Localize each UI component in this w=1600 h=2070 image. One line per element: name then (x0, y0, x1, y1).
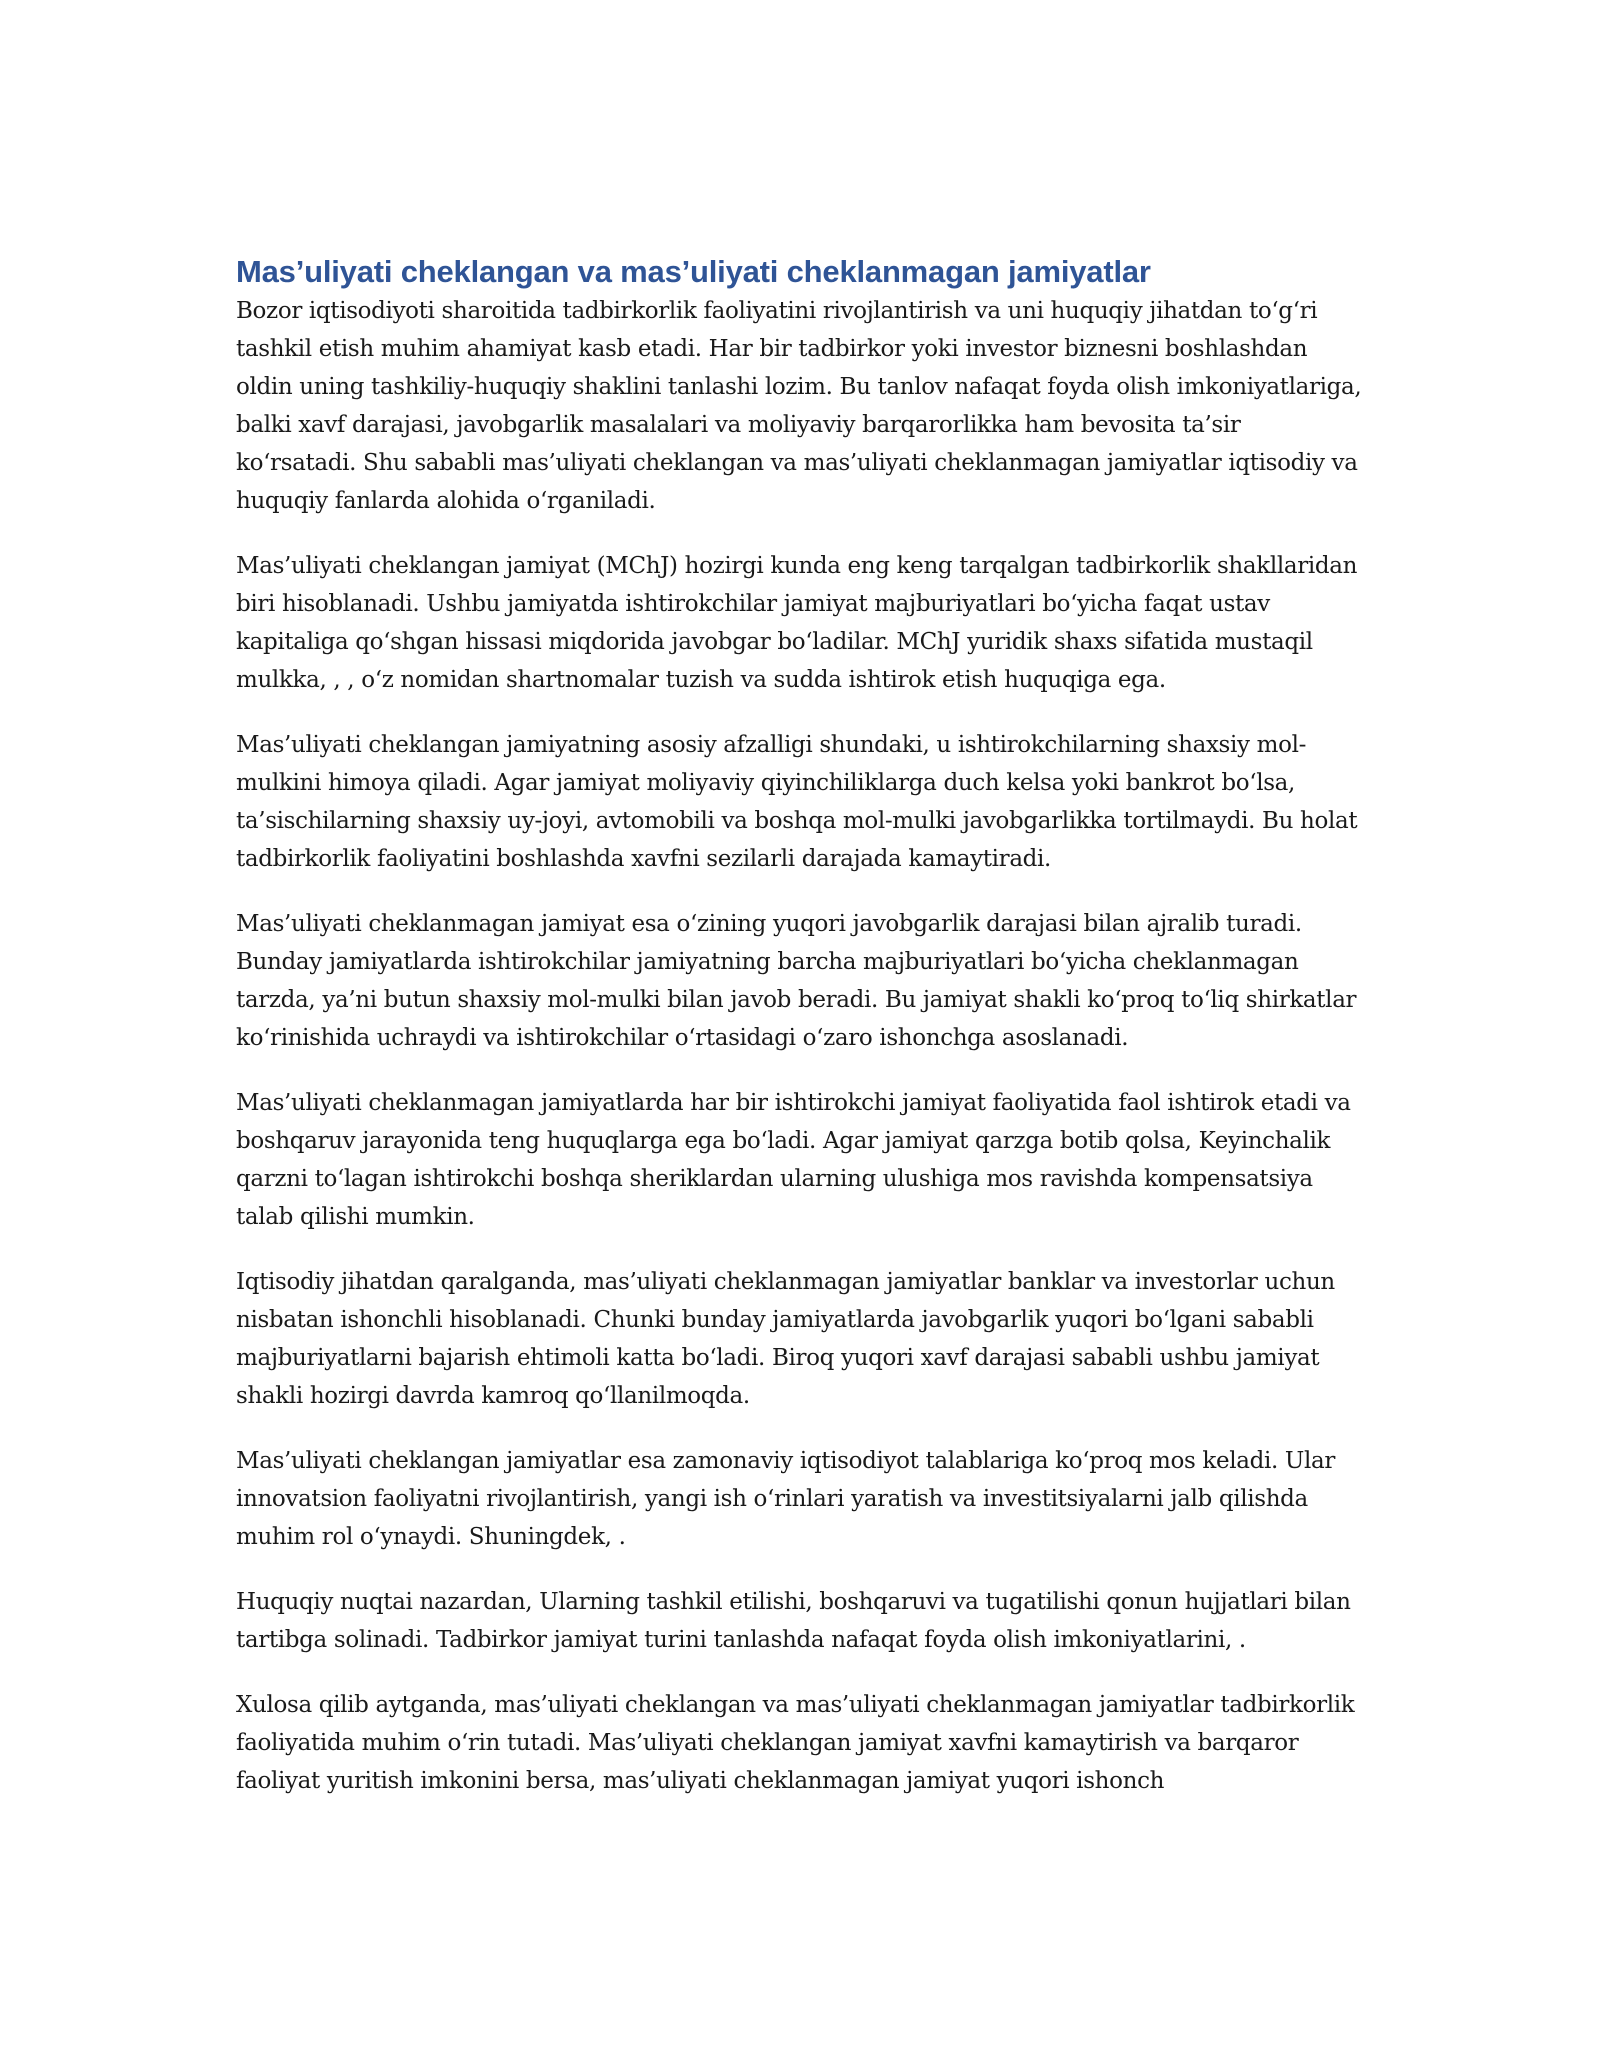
paragraph-6: Iqtisodiy jihatdan qaralganda, mas’uliyati cheklanmagan jamiyatlar banklar va investorlar uchun nisbatan ishonchli hisoblanadi. Chunki bunday jamiyatlarda javobgarlik yuqori bo‘lgani sababli majburiyatlarni bajarish ehtimoli katta bo‘ladi. Biroq yuqori xavf darajasi sababli ushbu jamiyat shakli hozirgi davrda kamroq qo‘llanilmoqda. (236, 1269, 1335, 1409)
paragraph-5: Mas’uliyati cheklanmagan jamiyatlarda har bir ishtirokchi jamiyat faoliyatida faol ishtirok etadi va boshqaruv jarayonida teng huquqlarga ega bo‘ladi. Agar jamiyat qarzga botib qolsa, Keyinchalik qarzni to‘lagan ishtirokchi boshqa sheriklardan ularning ulushiga mos ravishda kompensatsiya talab qilishi mumkin. (236, 1090, 1351, 1230)
paragraph-3: Mas’uliyati cheklangan jamiyatning asosiy afzalligi shundaki, u ishtirokchilarning shaxsiy mol-mulkini himoya qiladi. Agar jamiyat moliyaviy qiyinchiliklarga duch kelsa yoki bankrot bo‘lsa, ta’sischilarning shaxsiy uy-joyi, avtomobili va boshqa mol-mulki javobgarlikka tortilmaydi. Bu holat tadbirkorlik faoliyatini boshlashda xavfni sezilarli darajada kamaytiradi. (236, 732, 1358, 872)
paragraph-4: Mas’uliyati cheklanmagan jamiyat esa o‘zining yuqori javobgarlik darajasi bilan ajralib turadi. Bunday jamiyatlarda ishtirokchilar jamiyatning barcha majburiyatlari bo‘yicha cheklanmagan tarzda, ya’ni butun shaxsiy mol-mulki bilan javob beradi. Bu jamiyat shakli ko‘proq to‘liq shirkatlar ko‘rinishida uchraydi va ishtirokchilar o‘rtasidagi o‘zaro ishonchga asoslanadi. (236, 911, 1357, 1051)
paragraph-1: Bozor iqtisodiyoti sharoitida tadbirkorlik faoliyatini rivojlantirish va uni huquqiy jihatdan to‘g‘ri tashkil etish muhim ahamiyat kasb etadi. Har bir tadbirkor yoki investor biznesni boshlashdan oldin uning tashkiliy-huquqiy shaklini tanlashi lozim. Bu tanlov nafaqat foyda olish imkoniyatlariga, balki xavf darajasi, javobgarlik masalalari va moliyaviy barqarorlikka ham bevosita ta’sir ko‘rsatadi. Shu sababli mas’uliyati cheklangan va mas’uliyati cheklanmagan jamiyatlar iqtisodiy va huquqiy fanlarda alohida o‘rganiladi. (236, 298, 1362, 514)
paragraph-7: Mas’uliyati cheklangan jamiyatlar esa zamonaviy iqtisodiyot talablariga ko‘proq mos keladi. Ular innovatsion faoliyatni rivojlantirish, yangi ish o‘rinlari yaratish va investitsiyalarni jalb qilishda muhim rol o‘ynaydi. Shuningdek, . (236, 1448, 1335, 1550)
paragraph-9: Xulosa qilib aytganda, mas’uliyati cheklangan va mas’uliyati cheklanmagan jamiyatlar tadbirkorlik faoliyatida muhim o‘rin tutadi. Mas’uliyati cheklangan jamiyat xavfni kamaytirish va barqaror faoliyat yuritish imkonini bersa, mas’uliyati cheklanmagan jamiyat yuqori ishonch (236, 1692, 1355, 1794)
document-page (236, 252, 1366, 1827)
paragraph-2: Mas’uliyati cheklangan jamiyat (MChJ) hozirgi kunda eng keng tarqalgan tadbirkorlik shakllaridan biri hisoblanadi. Ushbu jamiyatda ishtirokchilar jamiyat majburiyatlari bo‘yicha faqat ustav kapitaliga qo‘shgan hissasi miqdorida javobgar bo‘ladilar. MChJ yuridik shaxs sifatida mustaqil mulkka, , , o‘z nomidan shartnomalar tuzish va sudda ishtirok etish huquqiga ega. (236, 553, 1358, 693)
paragraph-8: Huquqiy nuqtai nazardan, Ularning tashkil etilishi, boshqaruvi va tugatilishi qonun hujjatlari bilan tartibga solinadi. Tadbirkor jamiyat turini tanlashda nafaqat foyda olish imkoniyatlarini, . (236, 1589, 1351, 1653)
document-title: Mas’uliyati cheklangan va mas’uliyati cheklanmagan jamiyatlar (236, 254, 1151, 289)
